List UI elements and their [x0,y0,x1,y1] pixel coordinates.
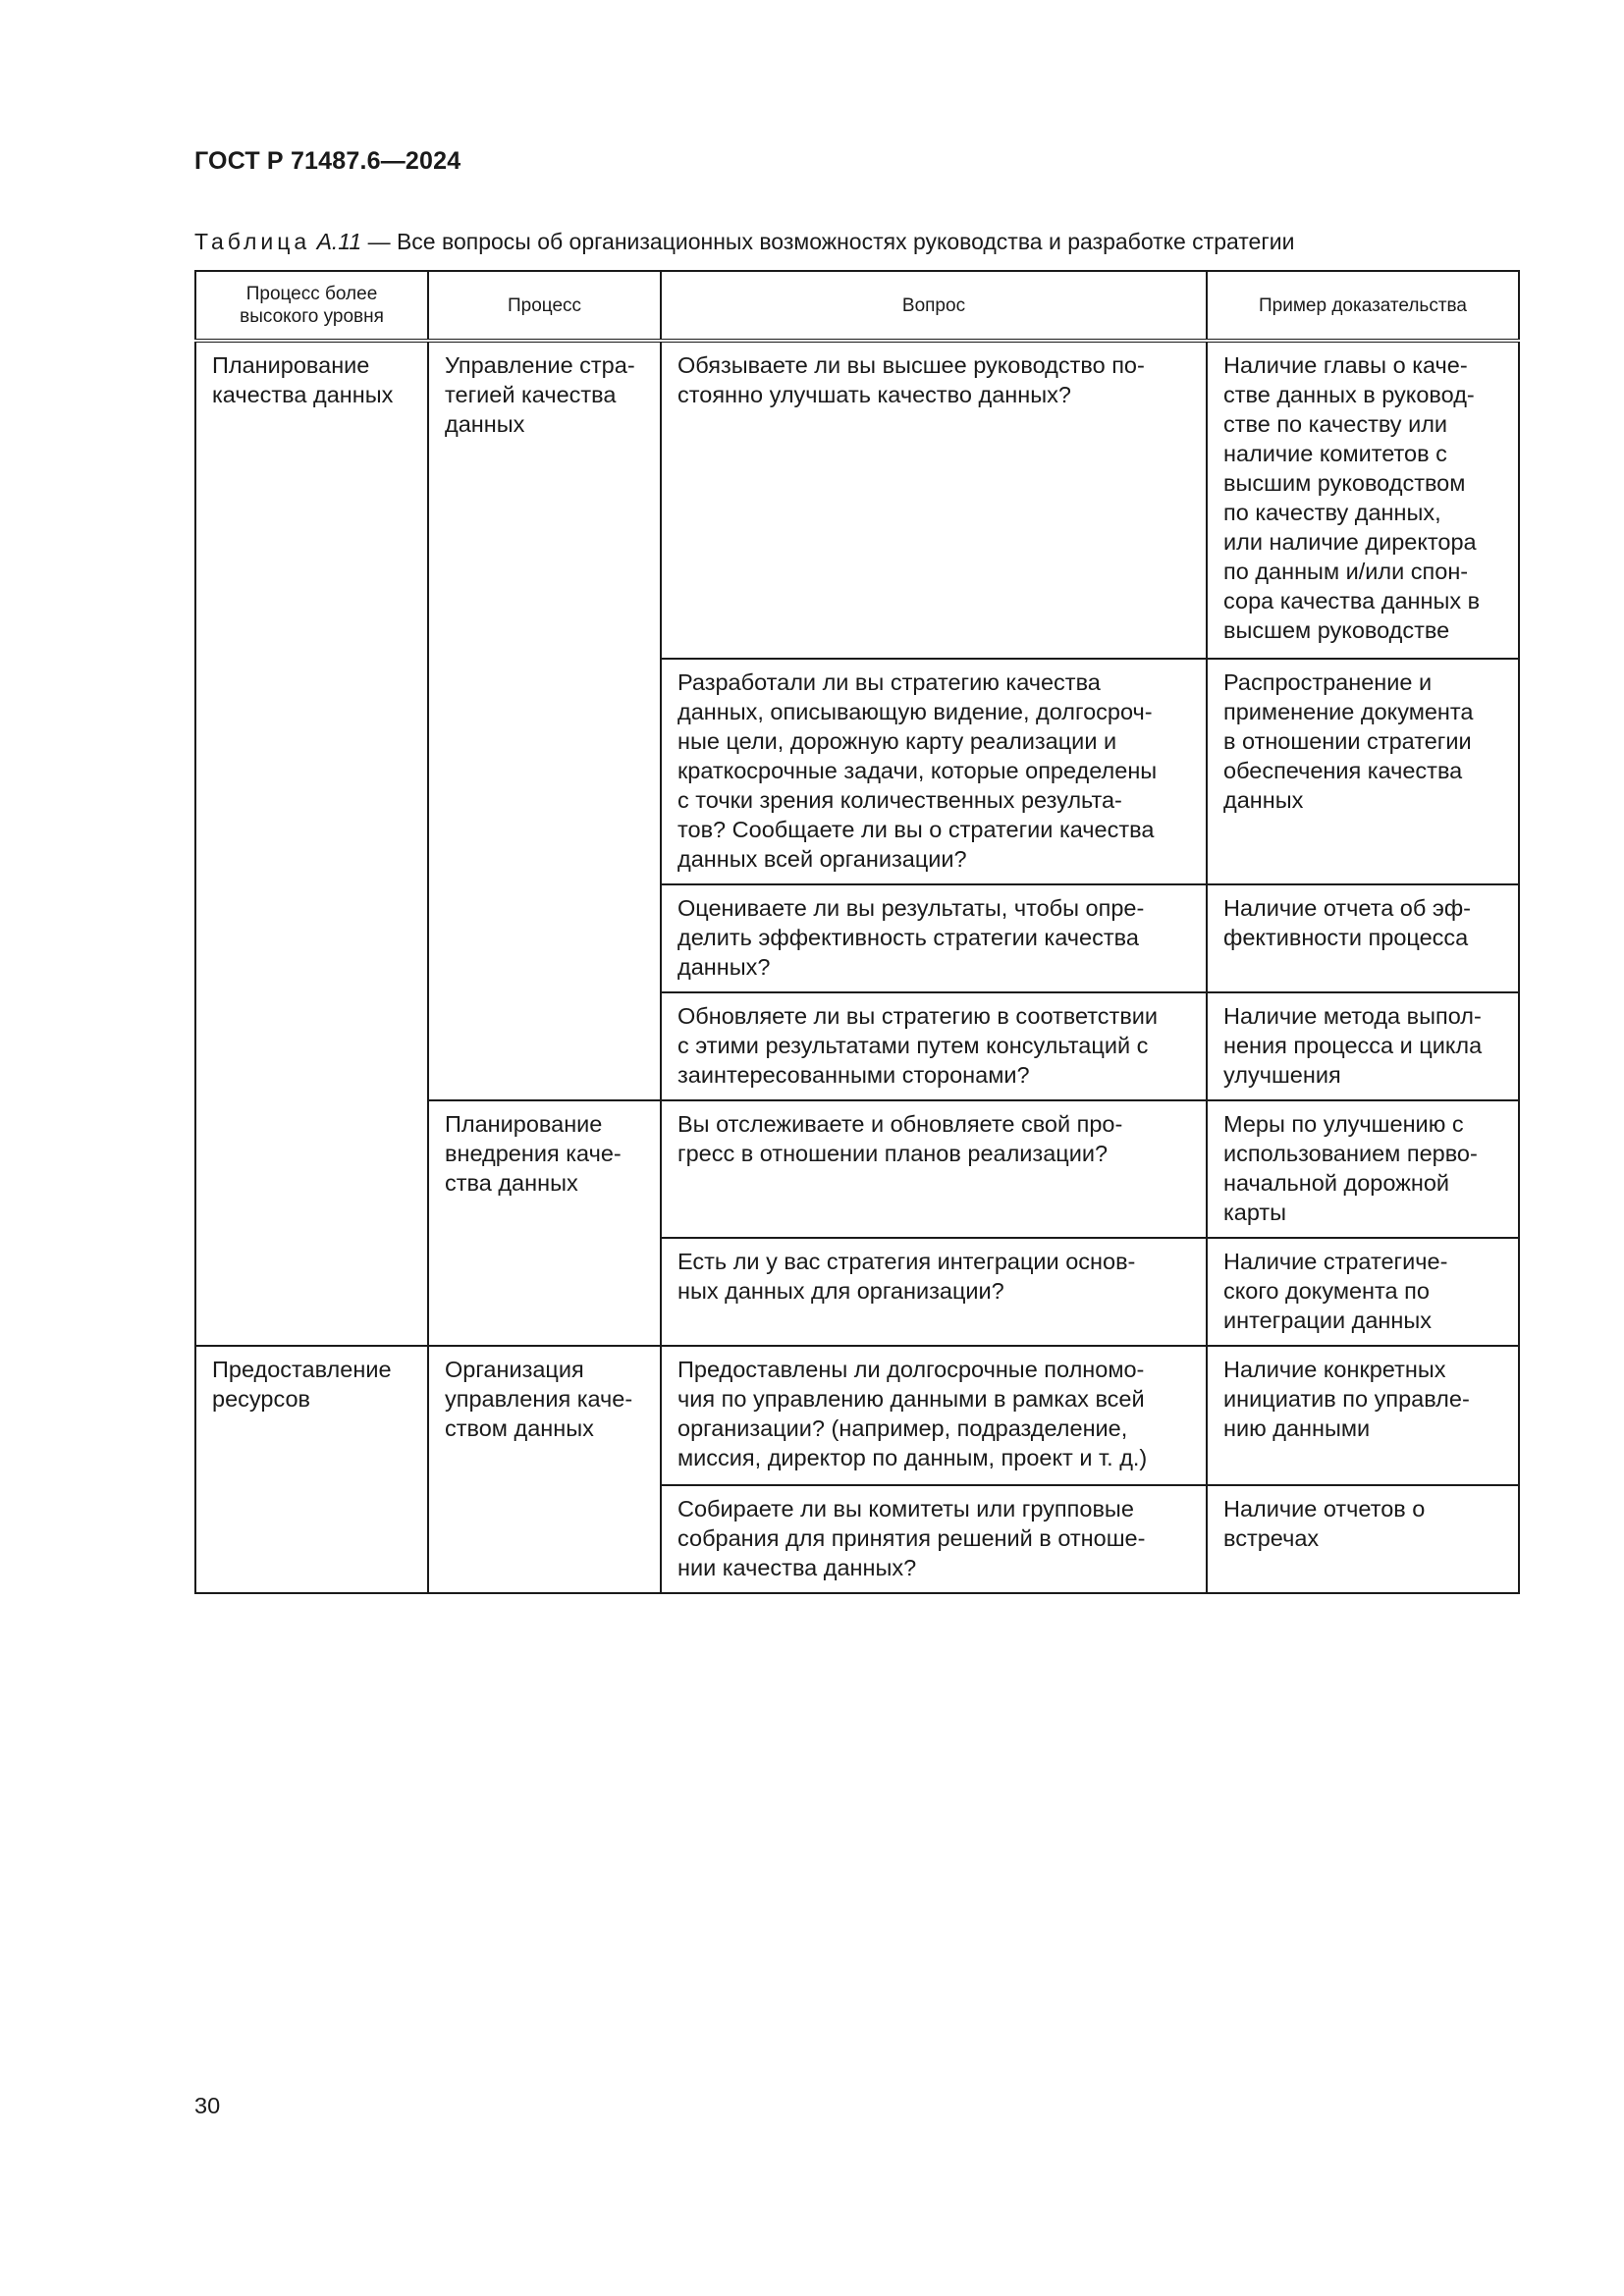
evidence-cell: Меры по улучшению с использованием перво- начальной дорожной карты [1207,1100,1519,1238]
process-cell: Управление стра- тегией качества данных [428,341,661,1100]
higher-process-cell: Планирование качества данных [195,341,428,1346]
caption-number: А.11 [316,229,362,254]
table-header-row [195,271,1519,341]
caption-title: — Все вопросы об организационных возможностях руководства и разработке стратегии [361,229,1295,254]
process-cell: Планирование внедрения каче- ства данных [428,1100,661,1346]
evidence-cell: Наличие конкретных инициатив по управле- нию данными [1207,1346,1519,1485]
question-cell: Собираете ли вы комитеты или групповые собрания для принятия решений в отноше- нии качества данных? [661,1485,1207,1593]
question-cell: Обязываете ли вы высшее руководство по- стоянно улучшать качество данных? [661,341,1207,659]
question-cell: Предоставлены ли долгосрочные полномо- чия по управлению данными в рамках всей организации? (например, подразделение, миссия, директор по данным, проект и т. д.) [661,1346,1207,1485]
question-cell: Обновляете ли вы стратегию в соответствии с этими результатами путем консультаций с заинтересованными сторонами? [661,992,1207,1100]
question-cell: Есть ли у вас стратегия интеграции основ- ных данных для организации? [661,1238,1207,1346]
table-row [195,341,1519,659]
evidence-cell: Наличие метода выпол- нения процесса и цикла улучшения [1207,992,1519,1100]
document-code: ГОСТ Р 71487.6—2024 [194,147,461,175]
evidence-cell: Наличие стратегиче- ского документа по интеграции данных [1207,1238,1519,1346]
questions-table [194,270,1520,1594]
table-caption [194,229,1294,255]
question-cell: Вы отслеживаете и обновляете свой про- гресс в отношении планов реализации? [661,1100,1207,1238]
evidence-cell: Распространение и применение документа в отношении стратегии обеспечения качества данных [1207,659,1519,884]
header-question: Вопрос [661,271,1207,341]
evidence-cell: Наличие отчетов о встречах [1207,1485,1519,1593]
question-cell: Разработали ли вы стратегию качества данных, описывающую видение, долгосроч- ные цели, дорожную карту реализации и краткосрочные задачи, которые определены с точки зрения количественных результа- тов? Сообщаете ли вы о стратегии качества данных всей организации? [661,659,1207,884]
evidence-cell: Наличие главы о каче- стве данных в руковод- стве по качеству или наличие комитетов с высшим руководством по качеству данных, или наличие директора по данным и/или спон- сора качества данных в высшем руководстве [1207,341,1519,659]
process-cell: Организация управления каче- ством данных [428,1346,661,1593]
caption-label: Таблица [194,229,311,254]
page-number: 30 [194,2093,221,2118]
table-row [195,1346,1519,1485]
header-higher-process: Процесс более высокого уровня [195,271,428,341]
question-cell: Оцениваете ли вы результаты, чтобы опре- делить эффективность стратегии качества данных? [661,884,1207,992]
evidence-cell: Наличие отчета об эф- фективности процесса [1207,884,1519,992]
higher-process-cell: Предоставление ресурсов [195,1346,428,1593]
header-process: Процесс [428,271,661,341]
header-evidence-example: Пример доказательства [1207,271,1519,341]
